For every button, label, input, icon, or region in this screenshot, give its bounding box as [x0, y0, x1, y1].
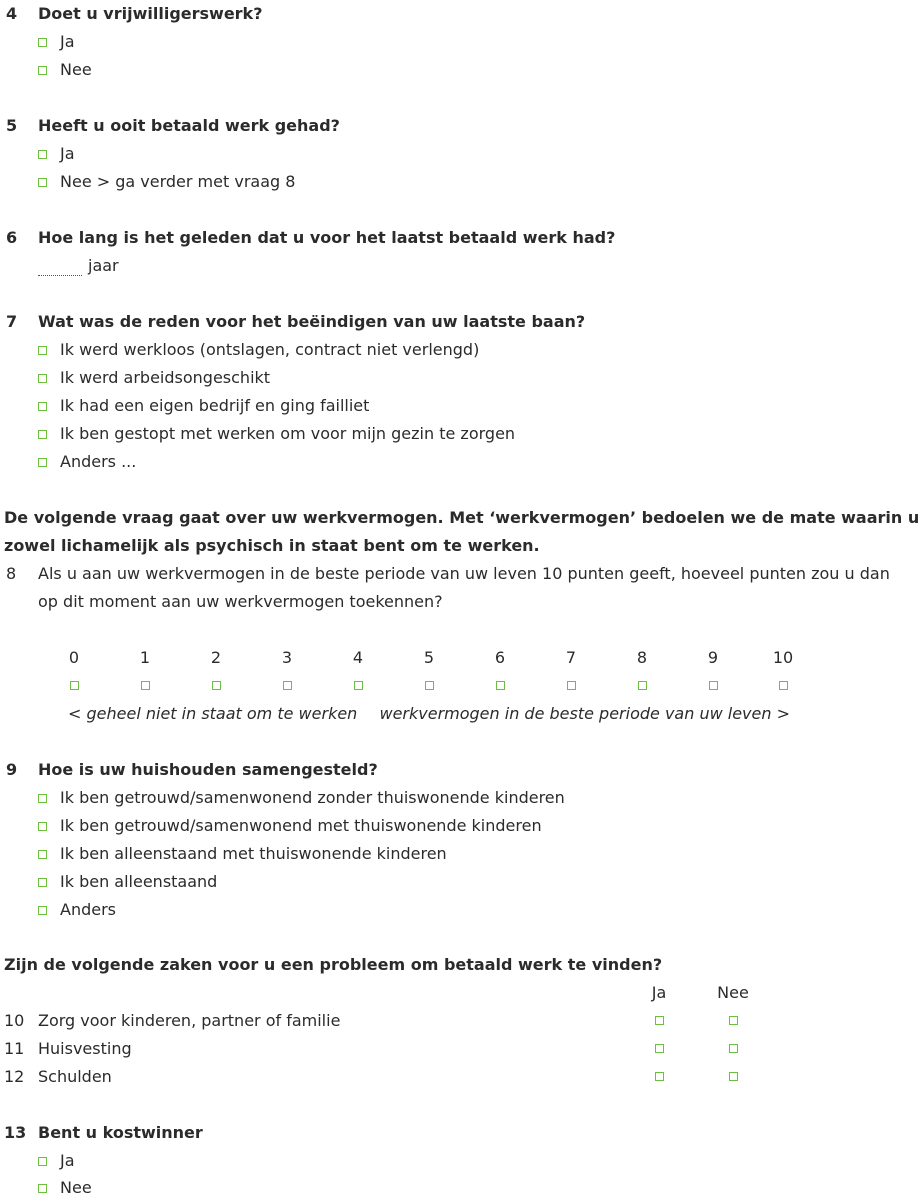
scale-checkbox-0[interactable]: [70, 681, 79, 690]
scale-checkbox-2[interactable]: [212, 681, 221, 690]
checkbox-icon[interactable]: [38, 38, 47, 47]
row10-nee-checkbox[interactable]: [729, 1016, 738, 1025]
q9-number: 9: [6, 760, 18, 779]
q6-years-field[interactable]: [38, 256, 119, 276]
q7-option-4[interactable]: Ik ben gestopt met werken om voor mijn gezin te zorgen: [38, 424, 515, 444]
checkbox-icon[interactable]: [38, 850, 47, 859]
q9-question: Hoe is uw huishouden samengesteld?: [38, 760, 378, 779]
checkbox-icon[interactable]: [38, 402, 47, 411]
scale-number-2: 2: [210, 648, 222, 667]
scale-number-3: 3: [281, 648, 293, 667]
scale-number-10: 10: [772, 648, 794, 667]
row10-ja-checkbox[interactable]: [655, 1016, 664, 1025]
table-row-label: Huisvesting: [38, 1039, 132, 1058]
scale-checkbox-3[interactable]: [283, 681, 292, 690]
column-header-nee: Nee: [717, 983, 749, 1002]
scale-number-7: 7: [565, 648, 577, 667]
q6-unit-label: jaar: [88, 256, 119, 275]
scale-number-8: 8: [636, 648, 648, 667]
scale-label-left: < geheel niet in staat om te werken: [68, 704, 358, 723]
q7-option-2[interactable]: Ik werd arbeidsongeschikt: [38, 368, 270, 388]
checkbox-icon[interactable]: [38, 1184, 47, 1193]
q4-number: 4: [6, 4, 18, 23]
checkbox-icon[interactable]: [38, 878, 47, 887]
table-row-number: 11: [4, 1039, 25, 1058]
row12-nee-checkbox[interactable]: [729, 1072, 738, 1081]
werkvermogen-intro-line2: zowel lichamelijk als psychisch in staat bent om te werken.: [4, 536, 540, 555]
scale-checkbox-10[interactable]: [779, 681, 788, 690]
scale-label-right: werkvermogen in de beste periode van uw leven >: [379, 704, 790, 723]
werkvermogen-intro-line1: De volgende vraag gaat over uw werkvermogen. Met ‘werkvermogen’ bedoelen we de mate waarin u: [4, 508, 919, 527]
q6-question: Hoe lang is het geleden dat u voor het laatst betaald werk had?: [38, 228, 616, 247]
scale-number-4: 4: [352, 648, 364, 667]
q8-number: 8: [6, 564, 17, 583]
scale-checkbox-5[interactable]: [425, 681, 434, 690]
table-row-number: 12: [4, 1067, 25, 1086]
scale-number-9: 9: [707, 648, 719, 667]
checkbox-icon[interactable]: [38, 430, 47, 439]
row11-nee-checkbox[interactable]: [729, 1044, 738, 1053]
checkbox-icon[interactable]: [38, 906, 47, 915]
q7-option-3[interactable]: Ik had een eigen bedrijf en ging failliet: [38, 396, 369, 416]
scale-number-0: 0: [68, 648, 80, 667]
scale-checkbox-9[interactable]: [709, 681, 718, 690]
q7-number: 7: [6, 312, 18, 331]
years-input-line[interactable]: [38, 263, 82, 276]
q5-question: Heeft u ooit betaald werk gehad?: [38, 116, 340, 135]
q9-option-3[interactable]: Ik ben alleenstaand met thuiswonende kinderen: [38, 844, 447, 864]
checkbox-icon[interactable]: [38, 346, 47, 355]
q8-question-line2: op dit moment aan uw werkvermogen toekennen?: [38, 592, 443, 611]
q5-option-nee[interactable]: Nee > ga verder met vraag 8: [38, 172, 295, 192]
checkbox-icon[interactable]: [38, 1157, 47, 1166]
q4-option-nee[interactable]: Nee: [38, 60, 92, 80]
q4-option-ja[interactable]: Ja: [38, 32, 75, 52]
q4-question: Doet u vrijwilligerswerk?: [38, 4, 263, 23]
checkbox-icon[interactable]: [38, 66, 47, 75]
row11-ja-checkbox[interactable]: [655, 1044, 664, 1053]
problems-intro: Zijn de volgende zaken voor u een probleem om betaald werk te vinden?: [4, 955, 663, 974]
scale-number-5: 5: [423, 648, 435, 667]
table-row-label: Zorg voor kinderen, partner of familie: [38, 1011, 341, 1030]
q5-number: 5: [6, 116, 18, 135]
checkbox-icon[interactable]: [38, 150, 47, 159]
q5-option-ja[interactable]: Ja: [38, 144, 75, 164]
q13-option-ja[interactable]: Ja: [38, 1151, 75, 1171]
checkbox-icon[interactable]: [38, 822, 47, 831]
q9-option-4[interactable]: Ik ben alleenstaand: [38, 872, 217, 892]
checkbox-icon[interactable]: [38, 794, 47, 803]
q13-option-nee[interactable]: Nee: [38, 1178, 92, 1198]
table-row-number: 10: [4, 1011, 25, 1030]
q7-option-5[interactable]: Anders ...: [38, 452, 136, 472]
column-header-ja: Ja: [651, 983, 667, 1002]
table-row-label: Schulden: [38, 1067, 112, 1086]
q13-question: Bent u kostwinner: [38, 1123, 203, 1142]
q9-option-5[interactable]: Anders: [38, 900, 116, 920]
row12-ja-checkbox[interactable]: [655, 1072, 664, 1081]
scale-number-6: 6: [494, 648, 506, 667]
q9-option-2[interactable]: Ik ben getrouwd/samenwonend met thuiswonende kinderen: [38, 816, 542, 836]
q7-option-1[interactable]: Ik werd werkloos (ontslagen, contract niet verlengd): [38, 340, 479, 360]
q7-question: Wat was de reden voor het beëindigen van uw laatste baan?: [38, 312, 586, 331]
q13-number: 13: [4, 1123, 27, 1142]
q6-number: 6: [6, 228, 18, 247]
scale-checkbox-7[interactable]: [567, 681, 576, 690]
q8-question-line1: Als u aan uw werkvermogen in de beste periode van uw leven 10 punten geeft, hoeveel punten zou u dan: [38, 564, 890, 583]
checkbox-icon[interactable]: [38, 458, 47, 467]
scale-number-1: 1: [139, 648, 151, 667]
scale-checkbox-8[interactable]: [638, 681, 647, 690]
scale-checkbox-4[interactable]: [354, 681, 363, 690]
checkbox-icon[interactable]: [38, 374, 47, 383]
scale-checkbox-6[interactable]: [496, 681, 505, 690]
scale-checkbox-1[interactable]: [141, 681, 150, 690]
q9-option-1[interactable]: Ik ben getrouwd/samenwonend zonder thuiswonende kinderen: [38, 788, 565, 808]
checkbox-icon[interactable]: [38, 178, 47, 187]
